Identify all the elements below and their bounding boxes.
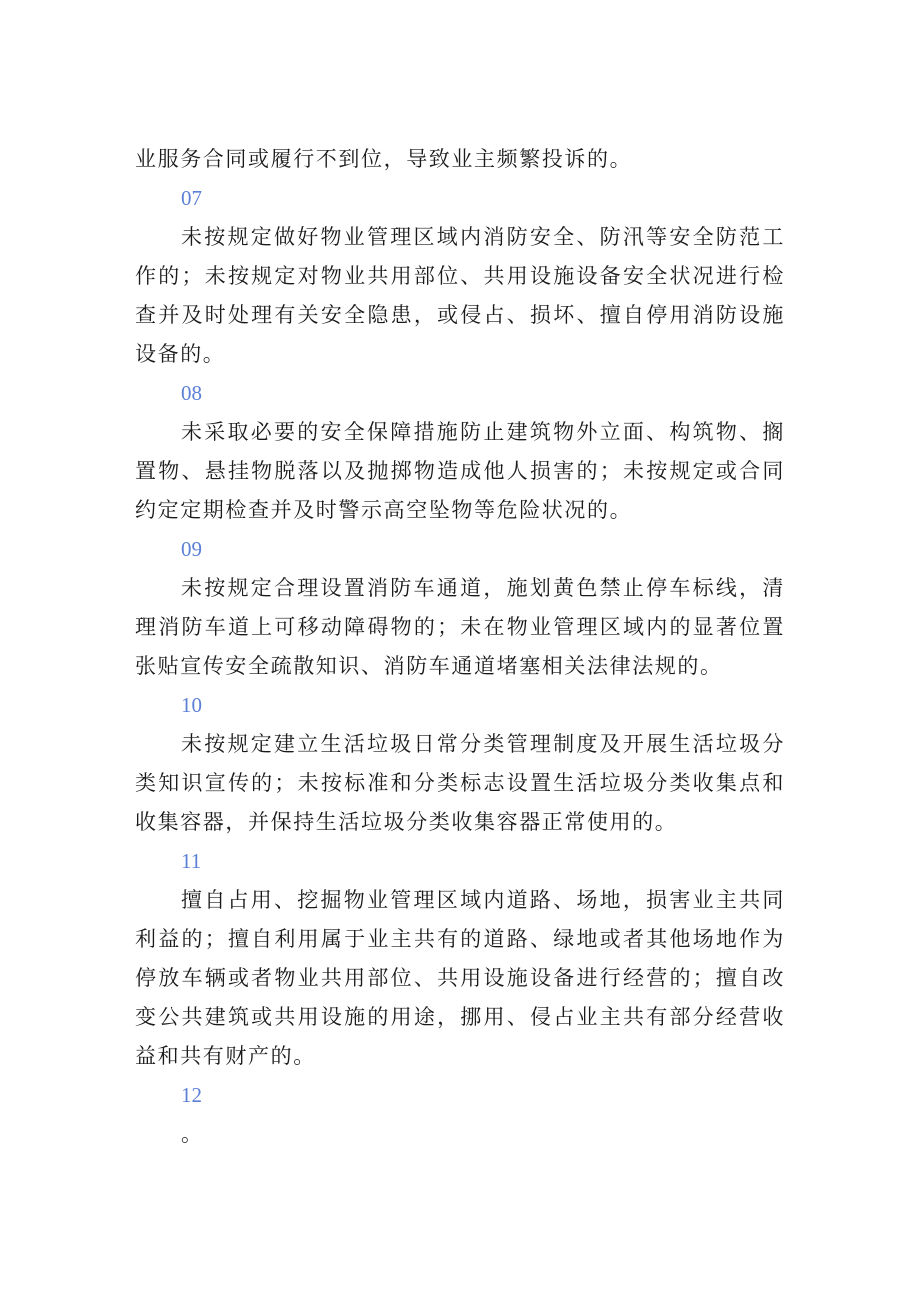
section-text-09: 未按规定合理设置消防车通道，施划黄色禁止停车标线，清理消防车道上可移动障碍物的；未在物业管理区域内的显著位置张贴宣传安全疏散知识、消防车通道堵塞相关法律法规的。	[135, 576, 785, 678]
section-number-08: 08	[181, 381, 202, 405]
section-text-11: 擅自占用、挖掘物业管理区域内道路、场地，损害业主共同利益的；擅自利用属于业主共有的道路、绿地或者其他场地作为停放车辆或者物业共用部位、共用设施设备进行经营的；擅自改变公共建筑或共用设施的用途，挪用、侵占业主共有部分经营收益和共有财产的。	[135, 888, 785, 1068]
section-text-07: 未按规定做好物业管理区域内消防安全、防汛等安全防范工作的；未按规定对物业共用部位、共用设施设备安全状况进行检查并及时处理有关安全隐患，或侵占、损坏、擅自停用消防设施设备的。	[135, 225, 785, 366]
section-number-09: 09	[181, 537, 202, 561]
section-number-07: 07	[181, 186, 202, 210]
document-body	[135, 140, 785, 1154]
section-number-12: 12	[181, 1083, 202, 1107]
section-text-12: 。	[181, 1122, 204, 1146]
section-text-08: 未采取必要的安全保障措施防止建筑物外立面、构筑物、搁置物、悬挂物脱落以及抛掷物造成他人损害的；未按规定或合同约定定期检查并及时警示高空坠物等危险状况的。	[135, 420, 785, 522]
section-number-10: 10	[181, 693, 202, 717]
lead-paragraph: 业服务合同或履行不到位，导致业主频繁投诉的。	[135, 147, 633, 171]
section-number-11: 11	[181, 849, 202, 873]
section-text-10: 未按规定建立生活垃圾日常分类管理制度及开展生活垃圾分类知识宣传的；未按标准和分类标志设置生活垃圾分类收集点和收集容器，并保持生活垃圾分类收集容器正常使用的。	[135, 732, 785, 834]
